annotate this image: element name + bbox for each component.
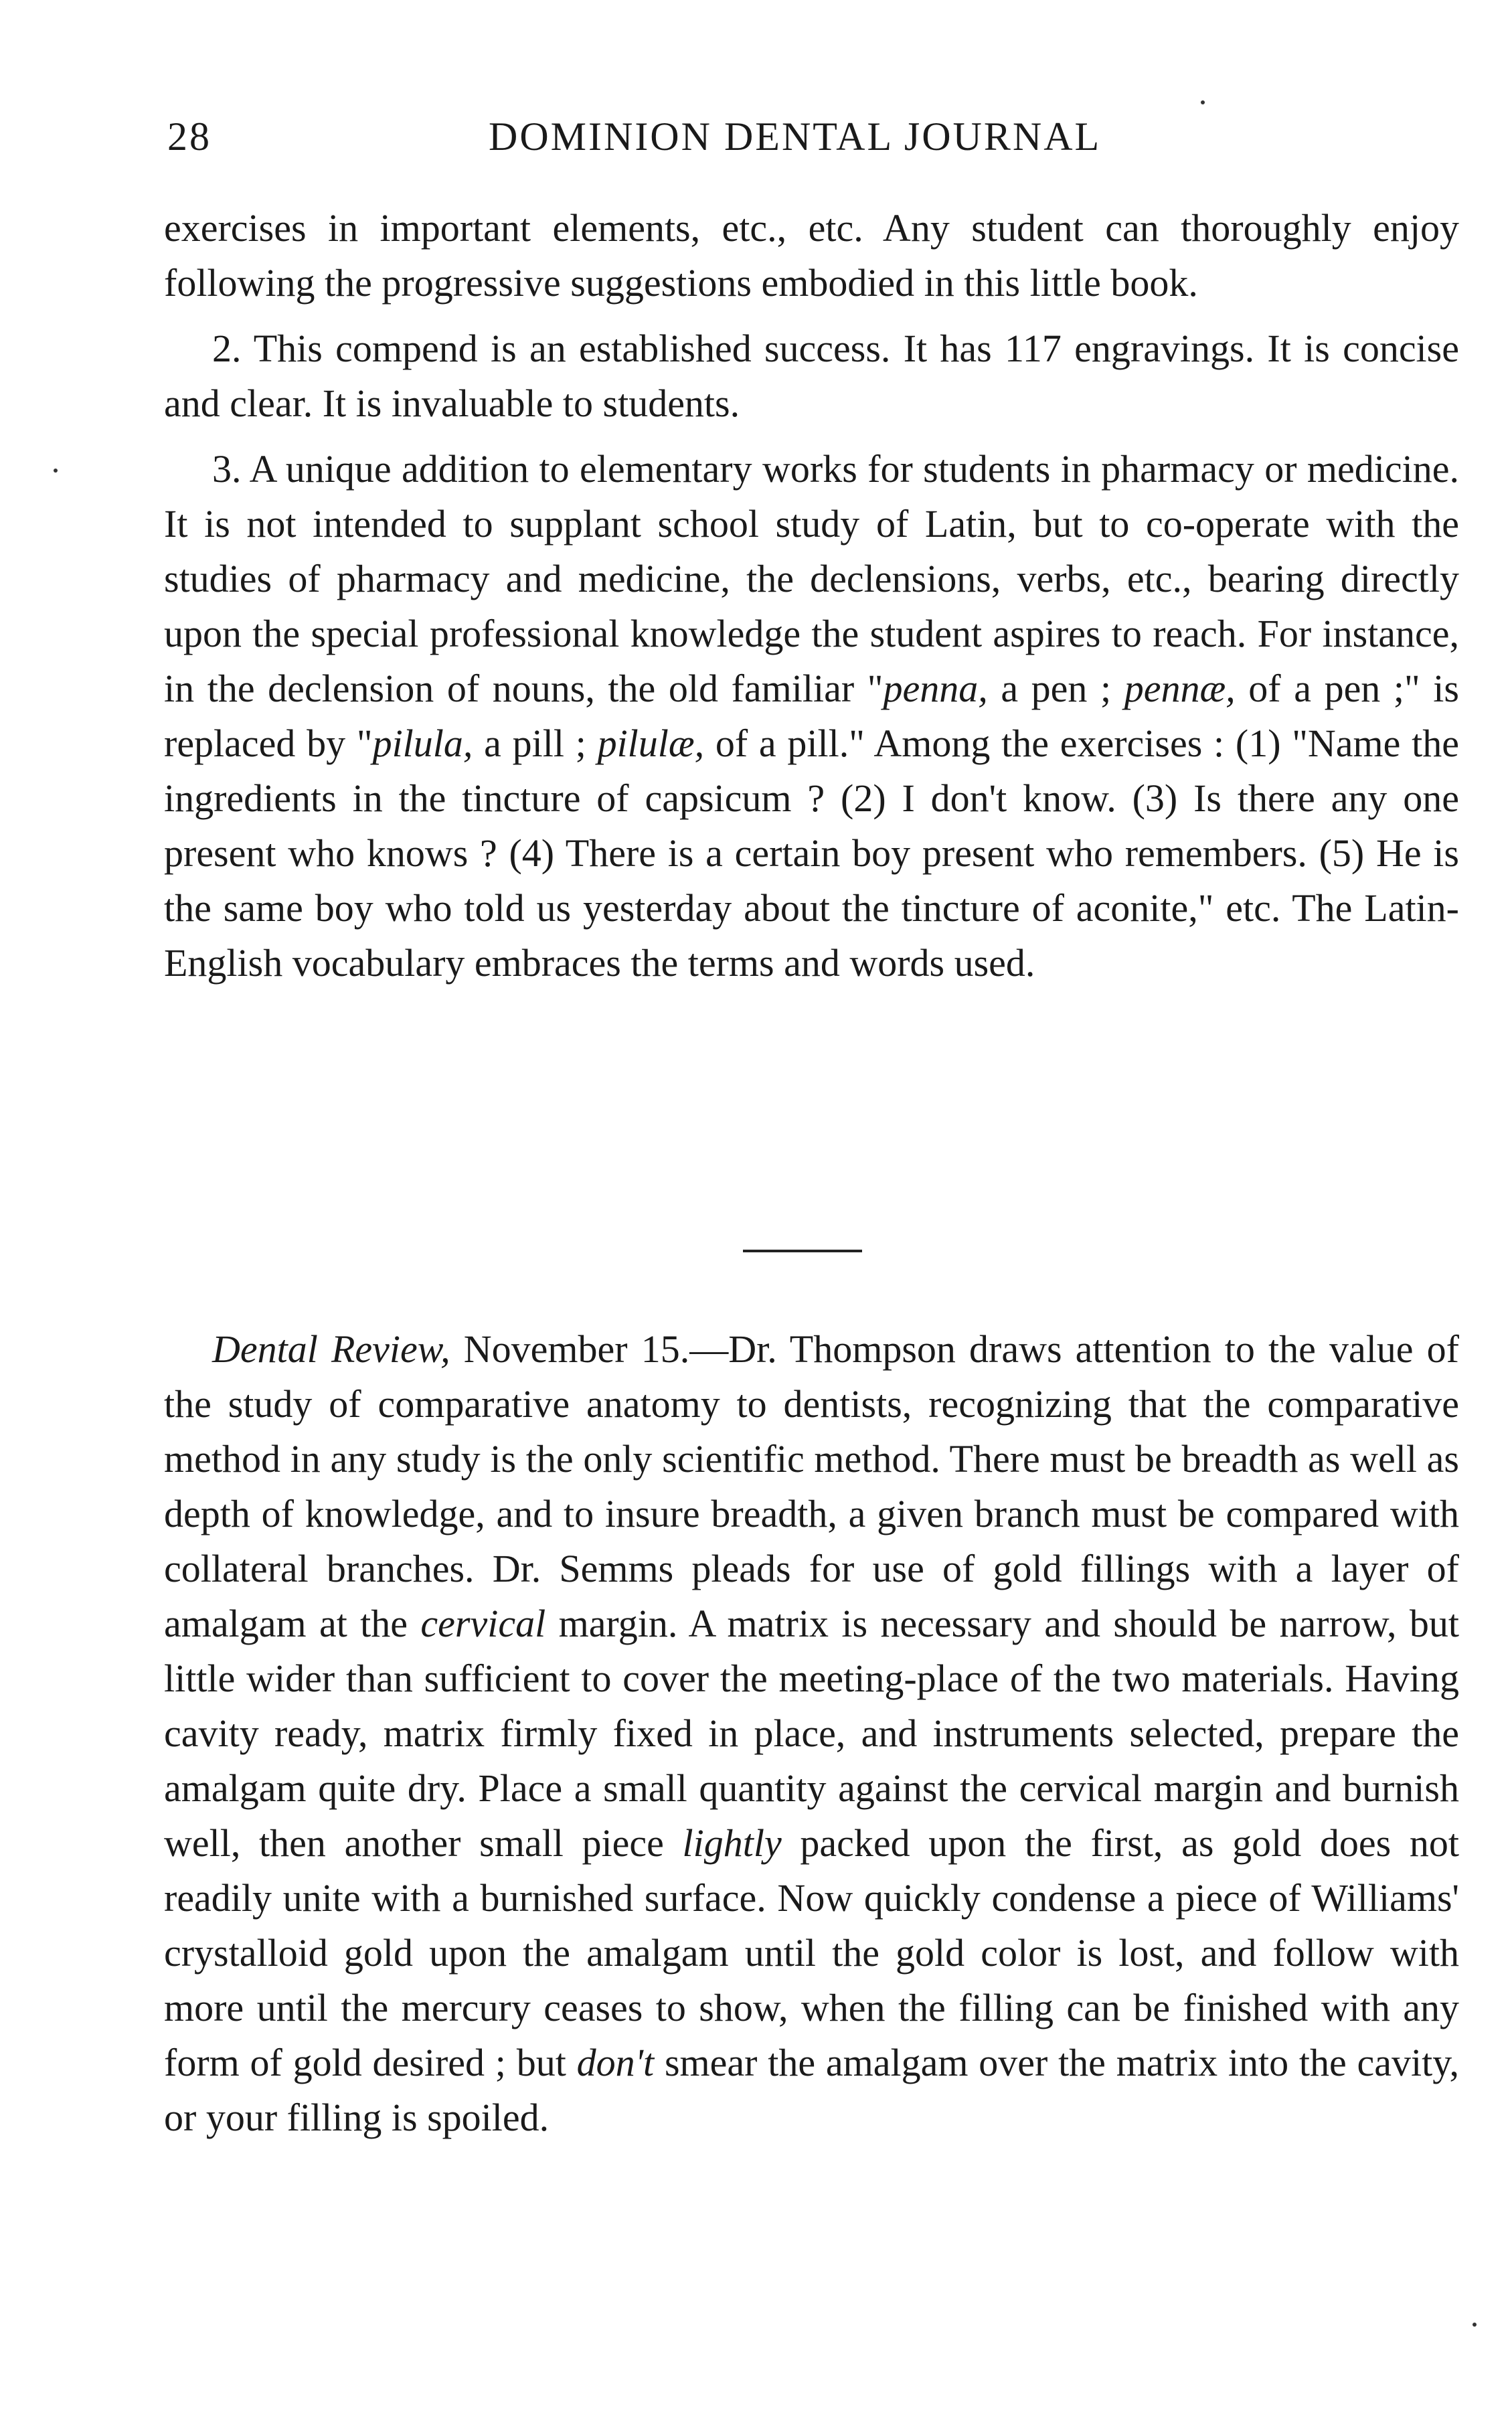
section-divider bbox=[743, 1250, 862, 1252]
latin-word-pilulae: pilulæ, bbox=[597, 722, 705, 765]
latin-word-pennae: pennæ, bbox=[1124, 667, 1236, 710]
page-number: 28 bbox=[167, 114, 212, 159]
source-title: Dental Review, bbox=[212, 1327, 450, 1371]
latin-word-penna: penna, bbox=[883, 667, 988, 710]
running-head bbox=[167, 114, 1452, 167]
latin-word-pilula: pilula, bbox=[372, 722, 473, 765]
paragraph-compend: 2. This compend is an established success. It has 117 engravings. It is concise and clear. It is invaluable to students. bbox=[164, 327, 1459, 425]
emphasis-dont: don't bbox=[576, 2041, 655, 2084]
section-book-notes bbox=[164, 201, 1459, 991]
paragraph-dental-review: Dental Review, November 15.—Dr. Thompson draws attention to the value of the study of comparative anatomy to dentists, recognizing that the comparative method in any study is the only scientific method. There must be breadth as well as depth of knowledge, and to insure breadth, a given branch must be compared with collateral branches. Dr. Semms pleads for use of gold fillings with a layer of amalgam at the cervical margin. A matrix is necessary and should be narrow, but little wider than sufficient to cover the meeting-place of the two materials. Having cavity ready, matrix firmly fixed in place, and instruments selected, prepare the amalgam quite dry. Place a small quantity against the cervical margin and burnish well, then another small piece lightly packed upon the first, as gold does not readily unite with a burnished surface. Now quickly condense a piece of Williams' crystalloid gold upon the amalgam until the gold color is lost, and follow with more until the mercury ceases to show, when the filling can be finished with any form of gold desired ; but don't smear the amalgam over the matrix into the cavity, or your filling is spoiled. bbox=[164, 1327, 1460, 2139]
emphasis-lightly: lightly bbox=[682, 1821, 782, 1865]
journal-title: DOMINION DENTAL JOURNAL bbox=[489, 114, 1102, 159]
print-speck bbox=[1473, 2323, 1477, 2327]
paragraph-continued: exercises in important elements, etc., etc. Any student can thoroughly enjoy following the progressive suggestions embodied in this little book. bbox=[164, 206, 1459, 305]
section-dental-review bbox=[164, 1322, 1459, 2145]
emphasis-cervical: cervical bbox=[420, 1602, 546, 1645]
print-speck bbox=[1201, 100, 1205, 104]
print-speck bbox=[54, 469, 58, 473]
paragraph-latin-primer: 3. A unique addition to elementary works for students in pharmacy or medicine. It is not intended to supplant school study of Latin, but to co-operate with the studies of pharmacy and medicine, the declensions, verbs, etc., bearing directly upon the special professional knowledge the student aspires to reach. For instance, in the declension of nouns, the old familiar "penna, a pen ; pennæ, of a pen ;" is replaced by "pilula, a pill ; pilulæ, of a pill." Among the exercises : (1) "Name the ingredients in the tincture of capsicum ? (2) I don't know. (3) Is there any one present who knows ? (4) There is a certain boy present who remembers. (5) He is the same boy who told us yesterday about the tincture of aconite," etc. The Latin-English vocabulary embraces the terms and words used. bbox=[164, 447, 1460, 985]
